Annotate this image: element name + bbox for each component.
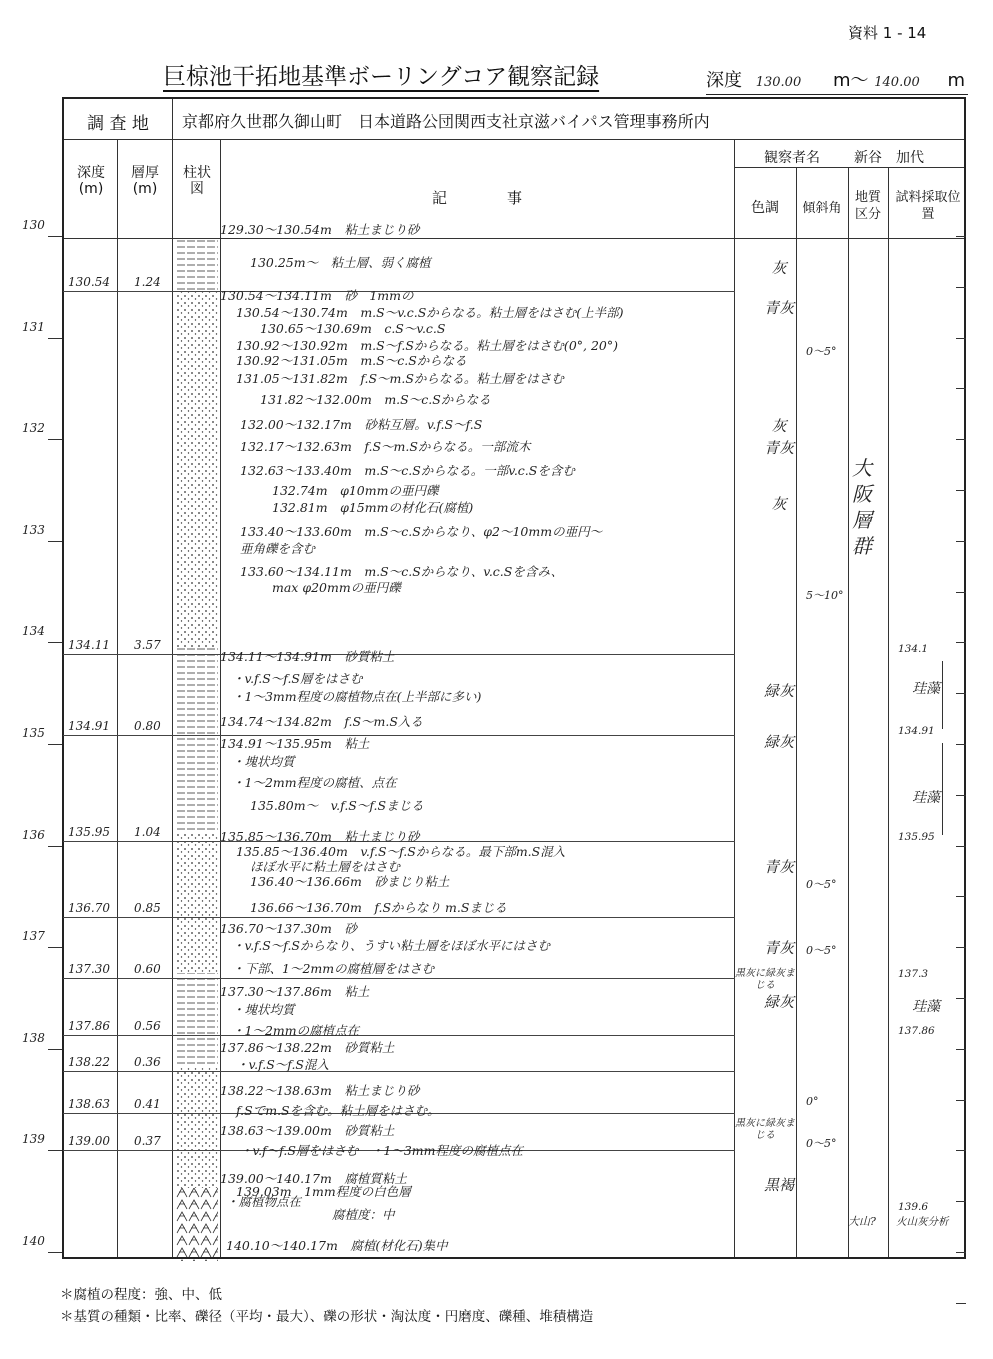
scale-tick-right-half xyxy=(956,1303,966,1304)
col-line-5 xyxy=(796,167,797,1257)
color-value: 灰 xyxy=(771,258,787,277)
depth-range xyxy=(706,66,968,95)
depth-label: 深度 xyxy=(706,70,742,91)
sample-label: 珪藻 xyxy=(912,789,940,806)
observer-row-divider xyxy=(734,167,964,168)
col-line-4 xyxy=(734,139,735,1257)
scale-tick-right-half xyxy=(956,287,966,288)
layer-thickness: 0.60 xyxy=(134,961,161,976)
note-line: ・v.f〜f.S層をはさむ ・1〜3mm程度の腐植点在 xyxy=(240,1143,524,1159)
note-line: 135.80m〜 v.f.S〜f.Sまじる xyxy=(250,798,424,814)
note-line: 135.85〜136.70m 粘土まじり砂 xyxy=(220,828,420,844)
sample-label: 139.6 xyxy=(898,1201,929,1214)
thickness-column-header: 層厚(m) xyxy=(131,165,159,197)
note-line: ほぼ水平に粘土層をはさむ xyxy=(250,859,401,874)
note-line: 130.65〜130.69m c.S〜v.c.S xyxy=(260,320,446,336)
note-line: 136.70〜137.30m 砂 xyxy=(220,920,357,936)
dip-value: 0〜5° xyxy=(806,344,837,358)
layer-boundary-line xyxy=(63,917,735,918)
sample-label: 134.1 xyxy=(898,642,929,655)
note-line: 133.40〜133.60m m.S〜c.Sからなり、φ2〜10mmの亜円〜 xyxy=(240,523,603,539)
col-line-1 xyxy=(117,139,118,1257)
scale-tick-right-half xyxy=(956,998,966,999)
dip-value: 0〜5° xyxy=(806,944,837,958)
note-line: 腐植度：中 xyxy=(332,1207,395,1223)
dip-value: 0° xyxy=(806,1094,819,1108)
layer-thickness: 1.24 xyxy=(134,274,161,289)
layer-thickness: 0.36 xyxy=(134,1055,161,1070)
scale-tick xyxy=(48,642,62,643)
description-header: 記 事 xyxy=(431,189,522,207)
color-value: 青灰 xyxy=(763,857,794,876)
note-line: 131.82〜132.00m m.S〜c.Sからなる xyxy=(260,391,491,407)
scale-label: 136 xyxy=(22,827,45,842)
sample-label: 134.91 xyxy=(898,724,935,737)
scale-tick-right xyxy=(956,846,966,847)
note-line: 139.00〜140.17m 腐植質粘土 xyxy=(220,1170,407,1186)
depth-column-header: 深度(m) xyxy=(77,165,105,197)
footnote-humus: ＊腐植の程度：強、中、低 xyxy=(60,1287,222,1303)
depth-separator: m〜 xyxy=(832,70,869,91)
note-line: max φ20mmの亜円礫 xyxy=(272,579,401,595)
geology-unit: 大阪層群 xyxy=(852,456,872,558)
depth-from: 130.00 xyxy=(755,75,802,90)
layer-thickness: 0.85 xyxy=(134,900,161,915)
note-line: 133.60〜134.11m m.S〜c.Sからなり、v.c.Sを含み、 xyxy=(240,564,564,580)
layer-depth: 134.91 xyxy=(68,718,110,733)
note-line: 138.63〜139.00m 砂質粘土 xyxy=(220,1123,395,1139)
note-line: 140.10〜140.17m 腐植(材化石)集中 xyxy=(226,1237,448,1253)
layer-depth: 138.63 xyxy=(68,1096,110,1111)
sample-range-arrow xyxy=(942,661,943,729)
scale-tick-right-half xyxy=(956,388,966,389)
scale-tick-right-half xyxy=(956,1201,966,1202)
scale-tick xyxy=(48,338,62,339)
note-line: ・v.f.S〜f.Sからなり、うすい粘土層をほぼ水平にはさむ xyxy=(232,938,550,954)
note-line: 131.05〜131.82m f.S〜m.Sからなる。粘土層をはさむ xyxy=(236,371,564,387)
sample-label: 137.3 xyxy=(898,967,929,980)
note-line: 137.86〜138.22m 砂質粘土 xyxy=(220,1039,395,1055)
color-value: 青灰 xyxy=(763,439,794,458)
observer-label: 観察者名 xyxy=(764,150,820,166)
note-line: 130.54〜130.74m m.S〜v.c.Sからなる。粘土層をはさむ(上半部) xyxy=(236,305,624,321)
scale-label: 138 xyxy=(22,1030,45,1045)
scale-tick xyxy=(48,1252,62,1253)
scale-tick-right-half xyxy=(956,1100,966,1101)
sample-range-arrow xyxy=(942,743,943,835)
geology-marker: 大山? xyxy=(848,1215,876,1228)
color-value: 黒灰に緑灰まじる xyxy=(735,967,795,991)
dip-value: 0〜5° xyxy=(806,1137,837,1151)
layer-depth: 136.70 xyxy=(68,900,110,915)
scale-tick xyxy=(48,846,62,847)
note-line: 132.81m φ15mmの材化石(腐植) xyxy=(272,500,474,516)
scale-tick-right-half xyxy=(956,592,966,593)
note-line: 132.00〜132.17m 砂粘互層。v.f.S〜f.S xyxy=(240,417,483,433)
geology-header: 地質区分 xyxy=(854,190,881,222)
note-line: 130.54〜134.11m 砂 1mmの xyxy=(220,288,414,303)
note-line: 135.85〜136.40m v.f.S〜f.Sからなる。最下部m.S混入 xyxy=(236,843,566,859)
scale-tick xyxy=(48,1049,62,1050)
scale-label: 140 xyxy=(22,1234,45,1248)
color-value: 緑灰 xyxy=(763,682,794,701)
column-diagram-header: 柱状図 xyxy=(183,165,211,197)
color-value: 緑灰 xyxy=(763,993,794,1012)
note-line: 137.30〜137.86m 粘土 xyxy=(220,983,370,999)
note-line: 132.17〜132.63m f.S〜m.Sからなる。一部流木 xyxy=(240,439,531,455)
sample-header: 試料採取位置 xyxy=(895,190,961,222)
note-line: ・塊状均質 xyxy=(232,1002,295,1018)
site-divider xyxy=(172,99,173,139)
note-line: ・1〜2mm程度の腐植、点在 xyxy=(232,774,397,790)
layer-thickness: 3.57 xyxy=(134,637,161,652)
site-row-divider xyxy=(64,139,964,140)
scale-tick xyxy=(48,1150,62,1151)
scale-tick-right-half xyxy=(956,490,966,491)
scale-tick-right xyxy=(956,744,966,745)
sample-label: 137.86 xyxy=(898,1024,935,1037)
color-value: 灰 xyxy=(771,495,787,514)
layer-depth: 139.00 xyxy=(68,1134,110,1149)
layer-boundary-line xyxy=(63,978,735,979)
scale-tick-right xyxy=(956,1150,966,1151)
layer-boundary-line xyxy=(63,735,735,736)
depth-to: 140.00 xyxy=(874,75,920,90)
scale-tick-right xyxy=(956,1252,966,1253)
dip-value: 5〜10° xyxy=(806,588,844,602)
scale-label: 132 xyxy=(22,421,45,436)
note-line: ・v.f.S〜f.S混入 xyxy=(236,1057,329,1073)
note-line: 130.92〜130.92m m.S〜f.Sからなる。粘土層をはさむ(0°, 20°) xyxy=(236,337,618,353)
scale-tick xyxy=(48,236,62,237)
note-line: 139.03m 1mm程度の白色層 xyxy=(236,1184,411,1200)
scale-label: 137 xyxy=(22,929,45,944)
observer-name: 新谷 加代 xyxy=(854,150,924,166)
site-label: 調 査 地 xyxy=(87,114,149,134)
note-line: 132.74m φ10mmの亜円礫 xyxy=(272,483,439,499)
scale-label: 135 xyxy=(22,726,45,740)
layer-depth: 134.11 xyxy=(68,637,110,652)
sample-label: 火山灰分析 xyxy=(896,1215,949,1228)
scale-tick-right xyxy=(956,236,966,237)
note-line: ・腐植物点在 xyxy=(226,1194,302,1210)
note-line: 134.91〜135.95m 粘土 xyxy=(220,736,370,752)
layer-thickness: 1.04 xyxy=(134,824,161,839)
note-line: 132.63〜133.40m m.S〜c.Sからなる。一部v.c.Sを含む xyxy=(240,462,575,478)
note-line: 亜角礫を含む xyxy=(240,540,316,556)
lithology-column xyxy=(176,238,218,1261)
note-line: 138.22〜138.63m 粘土まじり砂 xyxy=(220,1082,420,1098)
scale-tick-right-half xyxy=(956,693,966,694)
scale-tick-right xyxy=(956,1049,966,1050)
scale-tick-right xyxy=(956,338,966,339)
note-line: ・塊状均質 xyxy=(232,754,295,770)
color-value: 黒褐 xyxy=(763,1175,794,1194)
layer-boundary-line xyxy=(63,1035,735,1036)
note-line: ・1〜3mm程度の腐植物点在(上半部に多い) xyxy=(232,689,482,705)
sample-label: 珪藻 xyxy=(912,681,940,698)
depth-unit: m xyxy=(947,70,966,91)
scale-tick xyxy=(48,947,62,948)
note-line: ・1〜2mmの腐植点在 xyxy=(232,1022,360,1038)
layer-thickness: 0.37 xyxy=(134,1134,161,1149)
col-line-2 xyxy=(172,139,173,1257)
scale-label: 131 xyxy=(22,319,45,334)
color-value: 緑灰 xyxy=(763,732,794,751)
scale-tick-right xyxy=(956,541,966,542)
layer-thickness: 0.41 xyxy=(134,1096,161,1111)
layer-depth: 138.22 xyxy=(68,1055,110,1070)
color-value: 黒灰に緑灰まじる xyxy=(735,1118,795,1142)
sample-label: 135.95 xyxy=(898,830,935,843)
scale-label: 134 xyxy=(22,624,45,639)
color-value: 青灰 xyxy=(763,939,794,958)
scale-tick-right xyxy=(956,947,966,948)
scale-label: 130 xyxy=(22,218,45,232)
layer-boundary-line xyxy=(63,1071,735,1072)
note-line: 134.74〜134.82m f.S〜m.S入る xyxy=(220,713,423,729)
note-line: 129.30〜130.54m 粘土まじり砂 xyxy=(220,221,420,237)
scale-tick xyxy=(48,541,62,542)
col-line-7 xyxy=(888,167,889,1257)
scale-tick-right-half xyxy=(956,795,966,796)
dip-value: 0〜5° xyxy=(806,878,837,892)
color-header: 色調 xyxy=(751,200,779,216)
scale-tick-right xyxy=(956,439,966,440)
note-line: 134.11〜134.91m 砂質粘土 xyxy=(220,648,395,664)
note-line: 130.92〜131.05m m.S〜c.Sからなる xyxy=(236,353,467,369)
layer-depth: 137.86 xyxy=(68,1018,110,1033)
scale-label: 133 xyxy=(22,522,45,537)
scale-tick xyxy=(48,439,62,440)
note-line: f.Sでm.Sを含む。粘土層をはさむ。 xyxy=(236,1102,440,1118)
layer-depth: 135.95 xyxy=(68,824,110,839)
note-line: ・下部、1〜2mmの腐植層をはさむ xyxy=(232,960,435,976)
note-line: 136.66〜136.70m f.Sからなり m.Sまじる xyxy=(250,899,507,915)
note-line: ・v.f.S〜f.S層をはさむ xyxy=(232,671,363,687)
color-value: 灰 xyxy=(771,417,787,435)
layer-thickness: 0.80 xyxy=(134,718,161,733)
layer-boundary-line xyxy=(63,654,735,655)
sample-label: 珪藻 xyxy=(912,999,940,1016)
footnote-matrix: ＊基質の種類・比率、礫径（平均・最大）、礫の形状・淘汰度・円磨度、礫種、堆積構造 xyxy=(60,1309,594,1325)
scale-tick-right-half xyxy=(956,896,966,897)
note-line: 130.25m〜 粘土層、弱く腐植 xyxy=(250,255,431,271)
scale-tick xyxy=(48,744,62,745)
dip-header: 傾斜角 xyxy=(802,201,842,216)
scale-label: 139 xyxy=(22,1132,45,1147)
log-table xyxy=(62,97,966,1259)
layer-depth: 137.30 xyxy=(68,961,110,976)
layer-thickness: 0.56 xyxy=(134,1018,161,1033)
reference-number: 資料 1 - 14 xyxy=(848,24,927,42)
page-title: 巨椋池干拓地基準ボーリングコア観察記録 xyxy=(163,64,600,90)
col-line-6 xyxy=(848,167,849,1257)
scale-tick-right xyxy=(956,642,966,643)
layer-depth: 130.54 xyxy=(68,274,110,289)
color-value: 青灰 xyxy=(763,299,794,318)
note-line: 136.40〜136.66m 砂まじり粘土 xyxy=(250,874,450,890)
site-value: 京都府久世郡久御山町 日本道路公団関西支社京滋バイパス管理事務所内 xyxy=(182,112,710,131)
